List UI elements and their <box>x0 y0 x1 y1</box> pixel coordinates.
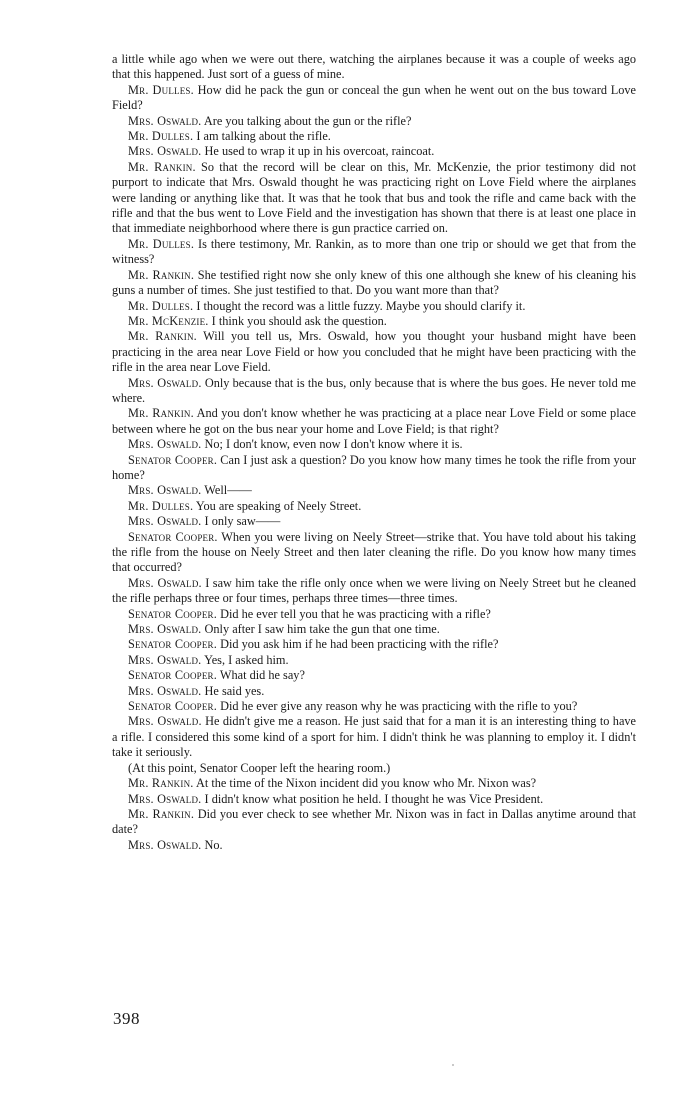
paragraph-text: She testified right now she only knew of this one although she knew of his cleaning his guns a number of times. She just testified to that. Do you want more than that? <box>112 267 636 298</box>
paragraph-text: a little while ago when we were out there, watching the airplanes because it was a couple of weeks ago that this happened. Just sort of a guess of mine. <box>112 52 636 82</box>
speaker-name: Senator Cooper. <box>128 529 218 544</box>
speaker-name: Mr. Rankin. <box>128 267 195 282</box>
paragraph-text: Well—— <box>201 483 252 498</box>
transcript-paragraph <box>112 530 636 576</box>
speaker-name: Mr. Rankin. <box>128 406 194 421</box>
paragraph-text: I thought the record was a little fuzzy. Maybe you should clarify it. <box>193 298 526 313</box>
stage-direction <box>112 761 636 776</box>
speaker-name: Mrs. Oswald. <box>128 652 202 667</box>
transcript-paragraph <box>112 622 636 637</box>
speaker-name: Mrs. Oswald. <box>128 113 202 128</box>
paragraph-text: No. <box>201 837 223 852</box>
speaker-name: Mrs. Oswald. <box>128 791 202 806</box>
paragraph-text: Will you tell us, Mrs. Oswald, how you thought your husband might have been practicing in the area near Love Field or how you concluded that he might have been practicing with the rifle in the area near Love Field. <box>112 329 637 375</box>
speaker-name: Mrs. Oswald. <box>128 144 202 159</box>
speaker-name: Mr. Dulles. <box>128 129 194 144</box>
paragraph-text: Are you talking about the gun or the rifle? <box>201 113 412 128</box>
transcript-paragraph <box>112 792 636 807</box>
paragraph-text: At the time of the Nixon incident did you know who Mr. Nixon was? <box>193 776 537 791</box>
transcript-paragraph <box>112 499 636 514</box>
speaker-name: Mr. Rankin. <box>128 806 195 821</box>
transcript-paragraph <box>112 268 636 299</box>
transcript-paragraph <box>112 114 636 129</box>
transcript-paragraph <box>112 576 636 607</box>
paragraph-text: Can I just ask a question? Do you know how many times he took the rifle from your home? <box>112 452 637 482</box>
paragraph-text: Only after I saw him take the gun that one time. <box>201 622 440 637</box>
transcript-paragraph <box>112 838 636 853</box>
paragraph-text: So that the record will be clear on this, Mr. McKenzie, the prior testimony did not purport to indicate that Mrs. Oswald thought he was practicing right on Love Field where the airplanes were landing or anything like that. It was that he took that bus and took the rifle and came back with the rifle and that the bus went to Love Field and the investigation has shown that there is at least one place in that immediate neighborhood where there is gun practice carried on. <box>112 159 636 236</box>
speaker-name: Mr. Rankin. <box>128 776 194 791</box>
transcript-paragraph <box>112 83 636 114</box>
transcript-paragraph <box>112 807 636 838</box>
paragraph-text: Only because that is the bus, only because that is where the bus goes. He never told me where. <box>112 375 637 405</box>
transcript-paragraph <box>112 144 636 159</box>
speaker-name: Mr. Dulles. <box>128 236 195 251</box>
speaker-name: Senator Cooper. <box>128 452 218 467</box>
transcript-paragraph <box>112 329 636 375</box>
speaker-name: Mr. Dulles. <box>128 82 194 97</box>
speaker-name: Mr. Dulles. <box>128 298 194 313</box>
paragraph-text: Did you ask him if he had been practicing with the rifle? <box>217 637 499 652</box>
paragraph-text: I didn't know what position he held. I thought he was Vice President. <box>201 791 544 806</box>
transcript-paragraph <box>112 637 636 652</box>
paragraph-text: (At this point, Senator Cooper left the hearing room.) <box>128 760 391 775</box>
transcript-paragraph <box>112 607 636 622</box>
transcript-paragraph <box>112 129 636 144</box>
paragraph-text: I saw him take the rifle only once when we were living on Neely Street but he cleaned the rifle perhaps three or four times, perhaps three times—three times. <box>112 575 636 606</box>
paragraph-text: How did he pack the gun or conceal the gun when he went out on the bus toward Love Field? <box>112 82 636 113</box>
paragraph-text: He used to wrap it up in his overcoat, raincoat. <box>201 144 435 159</box>
scan-speck <box>452 1064 454 1066</box>
speaker-name: Senator Cooper. <box>128 606 218 621</box>
paragraph-text: Is there testimony, Mr. Rankin, as to more than one trip or should we get that from the witness? <box>112 236 636 267</box>
transcript-body <box>112 52 636 853</box>
transcript-paragraph <box>112 714 636 760</box>
speaker-name: Mr. McKenzie. <box>128 313 209 328</box>
transcript-paragraph <box>112 668 636 683</box>
transcript-paragraph <box>112 776 636 791</box>
paragraph-text: And you don't know whether he was practicing at a place near Love Field or some place between where he got on the bus near your home and Love Field; is that right? <box>112 406 636 436</box>
speaker-name: Mr. Rankin. <box>128 329 197 344</box>
paragraph-text: He didn't give me a reason. He just said that for a man it is an interesting thing to have a rifle. I considered this some kind of a sport for him. I didn't think he was planning to employ it. I didn't take it seriously. <box>112 714 637 760</box>
paragraph-text: Did he ever tell you that he was practicing with a rifle? <box>217 606 491 621</box>
transcript-paragraph <box>112 376 636 407</box>
speaker-name: Mrs. Oswald. <box>128 575 202 590</box>
speaker-name: Senator Cooper. <box>128 668 218 683</box>
transcript-paragraph <box>112 314 636 329</box>
paragraph-text: No; I don't know, even now I don't know where it is. <box>201 437 463 452</box>
speaker-name: Mrs. Oswald. <box>128 714 202 729</box>
speaker-name: Mrs. Oswald. <box>128 375 202 390</box>
speaker-name: Mrs. Oswald. <box>128 437 202 452</box>
transcript-paragraph <box>112 299 636 314</box>
speaker-name: Mrs. Oswald. <box>128 483 202 498</box>
paragraph-text: What did he say? <box>217 668 305 683</box>
paragraph-text: You are speaking of Neely Street. <box>193 498 362 513</box>
transcript-paragraph <box>112 699 636 714</box>
paragraph-text: Yes, I asked him. <box>201 652 289 667</box>
paragraph-text: When you were living on Neely Street—strike that. You have told about his taking the rifle from the house on Neely Street and then later cleaning the rifle. Do you know how many times that occurred? <box>112 529 636 575</box>
speaker-name: Mrs. Oswald. <box>128 837 202 852</box>
transcript-paragraph <box>112 514 636 529</box>
speaker-name: Mrs. Oswald. <box>128 514 202 529</box>
paragraph-text: I am talking about the rifle. <box>193 129 331 144</box>
transcript-paragraph <box>112 52 636 83</box>
paragraph-text: Did he ever give any reason why he was practicing with the rifle to you? <box>217 699 578 714</box>
transcript-paragraph <box>112 684 636 699</box>
speaker-name: Mrs. Oswald. <box>128 622 202 637</box>
speaker-name: Mr. Rankin. <box>128 159 196 174</box>
speaker-name: Senator Cooper. <box>128 637 218 652</box>
transcript-paragraph <box>112 483 636 498</box>
page-number: 398 <box>113 1009 140 1028</box>
paragraph-text: I only saw—— <box>201 514 281 529</box>
speaker-name: Mrs. Oswald. <box>128 683 202 698</box>
transcript-paragraph <box>112 453 636 484</box>
speaker-name: Mr. Dulles. <box>128 498 194 513</box>
transcript-paragraph <box>112 437 636 452</box>
paragraph-text: Did you ever check to see whether Mr. Nixon was in fact in Dallas anytime around that date? <box>112 806 636 837</box>
transcript-paragraph <box>112 160 636 237</box>
paragraph-text: I think you should ask the question. <box>208 313 387 328</box>
transcript-paragraph <box>112 406 636 437</box>
speaker-name: Senator Cooper. <box>128 699 218 714</box>
paragraph-text: He said yes. <box>201 683 265 698</box>
transcript-paragraph <box>112 237 636 268</box>
transcript-paragraph <box>112 653 636 668</box>
